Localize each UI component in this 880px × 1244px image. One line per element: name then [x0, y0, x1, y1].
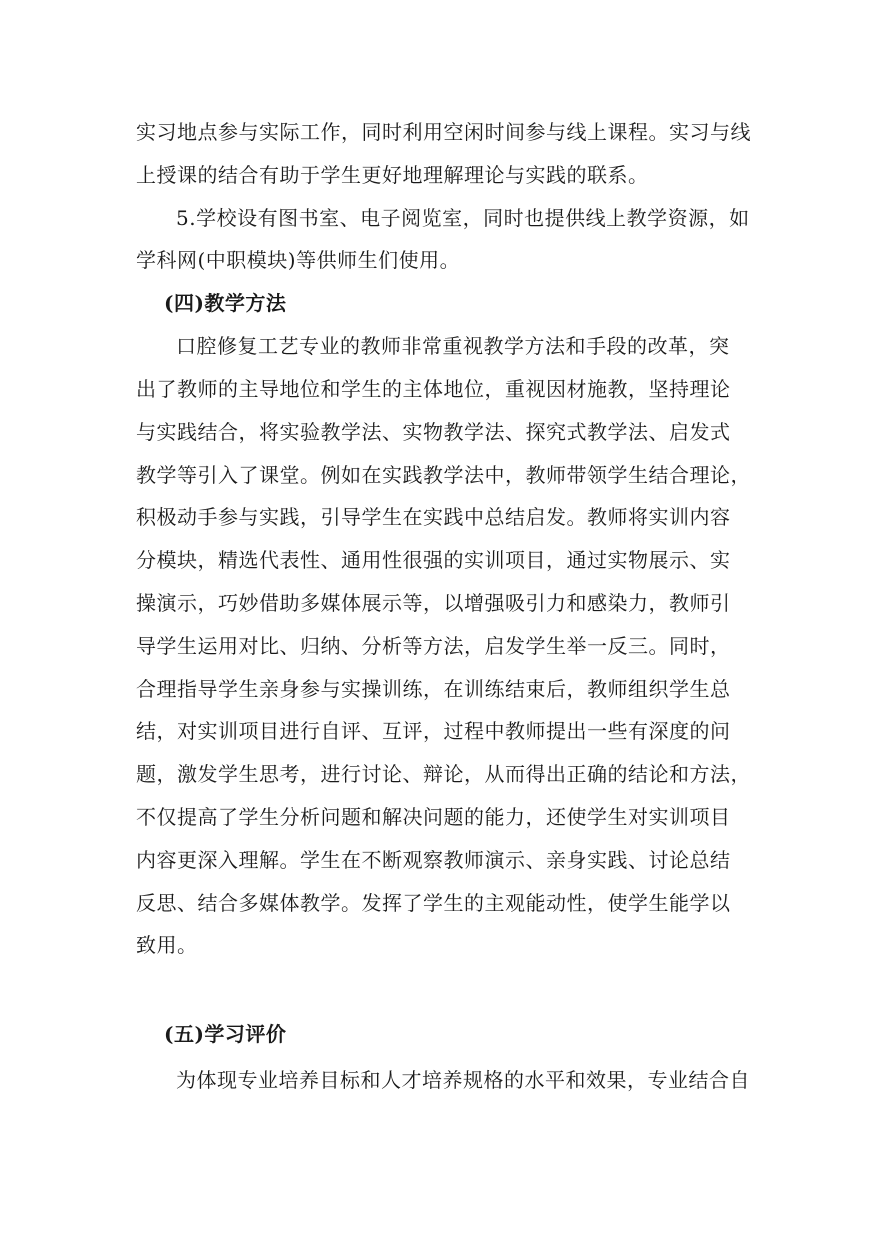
paragraph-line: 出了教师的主导地位和学生的主体地位，重视因材施教，坚持理论 [136, 377, 731, 401]
paragraph-line: 不仅提高了学生分析问题和解决问题的能力，还使学生对实训项目 [136, 805, 731, 829]
paragraph-line: 积极动手参与实践，引导学生在实践中总结启发。教师将实训内容 [136, 505, 731, 529]
section-heading-teaching-methods: (四)教学方法 [164, 291, 287, 315]
paragraph-line: 口腔修复工艺专业的教师非常重视教学方法和手段的改革，突 [176, 334, 730, 358]
paragraph-line: 5.学校设有图书室、电子阅览室，同时也提供线上教学资源，如 [176, 206, 750, 230]
paragraph-line: 题，激发学生思考，进行讨论、辩论，从而得出正确的结论和方法， [136, 762, 751, 786]
paragraph-line: 内容更深入理解。学生在不断观察教师演示、亲身实践、讨论总结 [136, 848, 731, 872]
paragraph-line: 为体现专业培养目标和人才培养规格的水平和效果，专业结合自 [176, 1068, 750, 1092]
paragraph-line: 分模块，精选代表性、通用性很强的实训项目，通过实物展示、实 [136, 548, 731, 572]
section-heading-learning-evaluation: (五)学习评价 [164, 1022, 287, 1046]
paragraph-line: 上授课的结合有助于学生更好地理解理论与实践的联系。 [136, 163, 649, 187]
paragraph-line: 结，对实训项目进行自评、互评，过程中教师提出一些有深度的问 [136, 719, 731, 743]
paragraph-line: 教学等引入了课堂。例如在实践教学法中，教师带领学生结合理论， [136, 463, 751, 487]
paragraph-line: 反思、结合多媒体教学。发挥了学生的主观能动性，使学生能学以 [136, 891, 731, 915]
paragraph-line: 学科网(中职模块)等供师生们使用。 [136, 248, 461, 272]
paragraph-line: 导学生运用对比、归纳、分析等方法，启发学生举一反三。同时， [136, 634, 731, 658]
paragraph-line: 合理指导学生亲身参与实操训练，在训练结束后，教师组织学生总 [136, 677, 731, 701]
paragraph-line: 实习地点参与实际工作，同时利用空闲时间参与线上课程。实习与线 [136, 120, 751, 144]
paragraph-line: 致用。 [136, 933, 198, 957]
paragraph-line: 操演示，巧妙借助多媒体展示等，以增强吸引力和感染力，教师引 [136, 591, 731, 615]
paragraph-line: 与实践结合，将实验教学法、实物教学法、探究式教学法、启发式 [136, 420, 731, 444]
